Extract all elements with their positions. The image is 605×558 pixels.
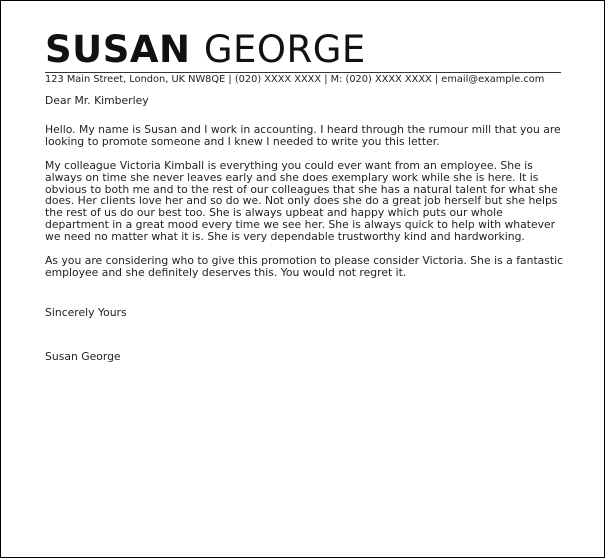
paragraph-request: As you are considering who to give this promotion to please consider Victoria. She is a fantastic employee and she definitely deserves this. You would not regret it. — [45, 254, 564, 279]
sender-name — [45, 29, 366, 71]
contact-line: 123 Main Street, London, UK NW8QE | (020) XXXX XXXX | M: (020) XXXX XXXX | email@example.com — [45, 72, 561, 89]
paragraph-intro: Hello. My name is Susan and I work in accounting. I heard through the rumour mill that you are looking to promote someone and I knew I needed to write you this letter. — [45, 122, 561, 148]
sender-first-name: SUSAN — [45, 28, 191, 71]
signature-name: Susan George — [45, 349, 121, 363]
salutation: Dear Mr. Kimberley — [45, 94, 149, 107]
closing: Sincerely Yours — [45, 305, 127, 319]
sender-last-name: GEORGE — [203, 28, 366, 71]
paragraph-praise: My colleague Victoria Kimball is everything you could ever want from an employee. She is always on time she never leaves early and she does exemplary work while she is here. It is obvious to both me and to the rest of our colleagues that she has a natural talent for what she does. Her clients love her and so do we. Not only does she do a great job herself but she helps the rest of us do our best too. She is always upbeat and happy which puts our whole department in a great mood every time we see her. She is always quick to help with whatever we need no matter what it is. She is very dependable trustworthy kind and hardworking. — [45, 158, 558, 244]
letter-body — [45, 95, 565, 363]
